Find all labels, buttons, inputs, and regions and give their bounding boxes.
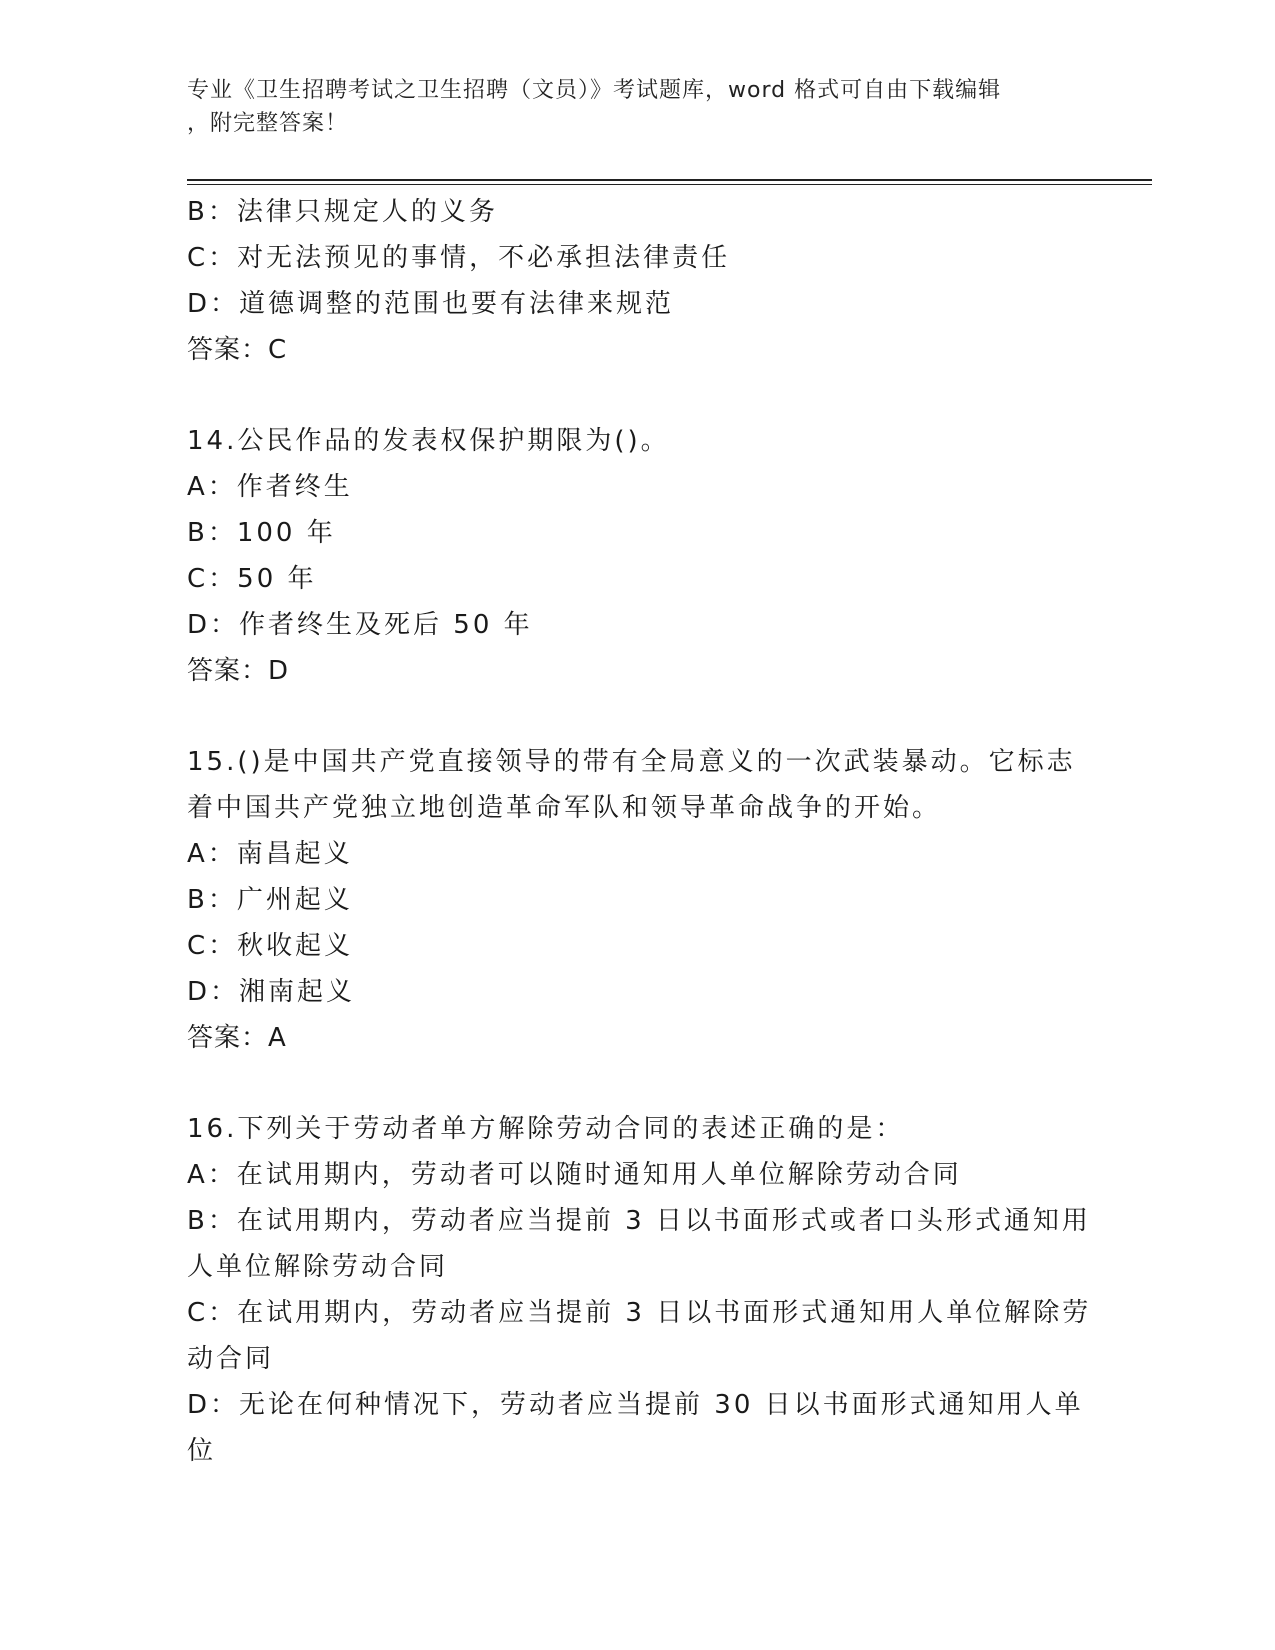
q16-option-d-line-2: 位: [187, 1436, 217, 1466]
q13-option-b: B：法律只规定人的义务: [187, 197, 498, 227]
q14-answer: 答案：D: [187, 656, 290, 686]
q16-option-c-line-1: C：在试用期内，劳动者应当提前 3 日以书面形式通知用人单位解除劳: [187, 1298, 1092, 1328]
header-line-2: ，附完整答案！: [187, 111, 349, 136]
q15-option-a: A：南昌起义: [187, 839, 353, 869]
question-16-block: [187, 1106, 1092, 1474]
q16-option-a: A：在试用期内，劳动者可以随时通知用人单位解除劳动合同: [187, 1160, 962, 1190]
spacer: [187, 373, 1067, 418]
question-14-block: [187, 418, 1067, 694]
q14-option-c: C：50 年: [187, 564, 317, 594]
q14-option-a: A：作者终生: [187, 472, 353, 502]
q16-question: 16.下列关于劳动者单方解除劳动合同的表述正确的是：: [187, 1114, 905, 1144]
q13-option-d: D：道德调整的范围也要有法律来规范: [187, 289, 675, 319]
q14-question: 14.公民作品的发表权保护期限为()。: [187, 426, 670, 456]
header-divider-thick: [187, 179, 1152, 181]
question-15-block: [187, 739, 1076, 1061]
q15-option-d: D：湘南起义: [187, 977, 356, 1007]
q15-question-line-2: 着中国共产党独立地创造革命军队和领导革命战争的开始。: [187, 793, 942, 823]
header-divider-thin: [187, 184, 1152, 185]
spacer: [187, 1061, 1067, 1106]
header-line-1: 专业《卫生招聘考试之卫生招聘（文员）》考试题库，word 格式可自由下载编辑: [187, 78, 1002, 103]
document-header: [187, 74, 1067, 140]
spacer: [187, 694, 1067, 739]
q15-answer: 答案：A: [187, 1023, 287, 1053]
q15-question-line-1: 15.()是中国共产党直接领导的带有全局意义的一次武装暴动。它标志: [187, 747, 1076, 777]
q16-option-c-line-2: 动合同: [187, 1344, 275, 1374]
q15-option-c: C：秋收起义: [187, 931, 354, 961]
q13-option-c: C：对无法预见的事情，不必承担法律责任: [187, 243, 731, 273]
q15-option-b: B：广州起义: [187, 885, 353, 915]
q16-option-b-line-2: 人单位解除劳动合同: [187, 1252, 449, 1282]
question-list: [187, 189, 1092, 1474]
question-13-block: [187, 189, 1067, 373]
q16-option-b-line-1: B：在试用期内，劳动者应当提前 3 日以书面形式或者口头形式通知用: [187, 1206, 1091, 1236]
q14-option-d: D：作者终生及死后 50 年: [187, 610, 533, 640]
q14-option-b: B：100 年: [187, 518, 336, 548]
q13-answer: 答案：C: [187, 335, 288, 365]
q16-option-d-line-1: D：无论在何种情况下，劳动者应当提前 30 日以书面形式通知用人单: [187, 1390, 1084, 1420]
